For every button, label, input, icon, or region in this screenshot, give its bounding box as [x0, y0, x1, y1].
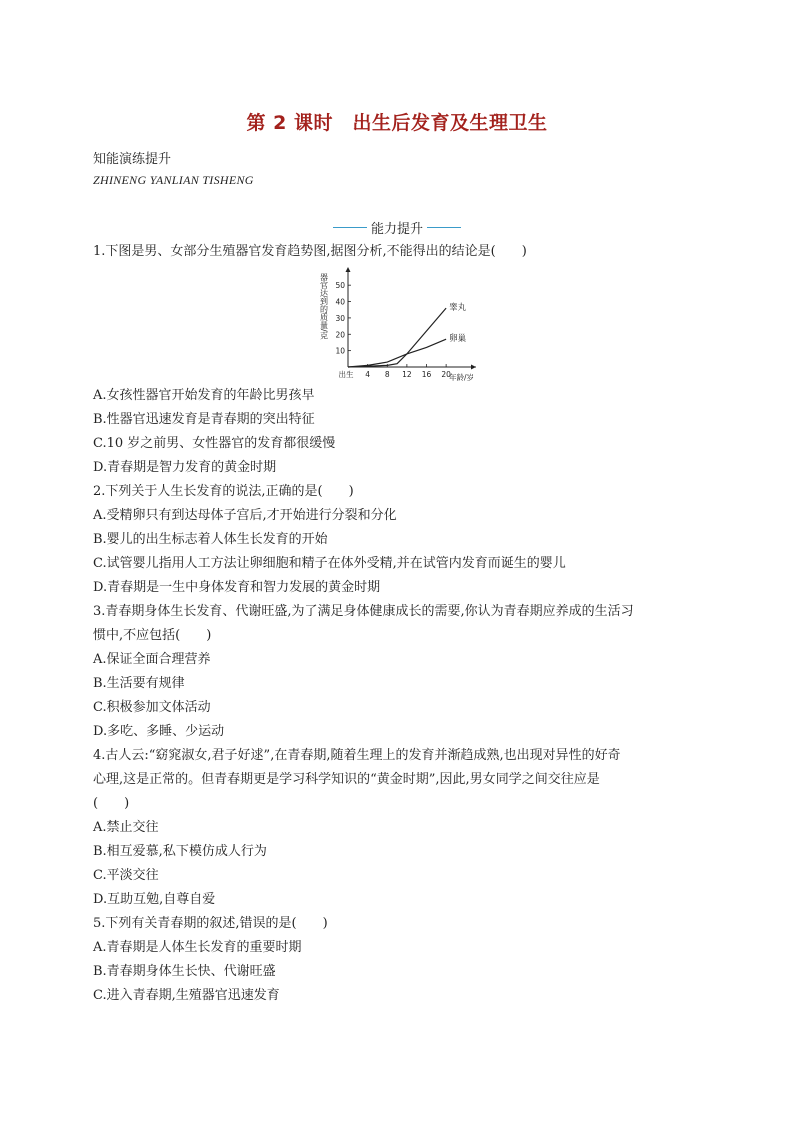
- question-3-option-a: A.保证全面合理营养: [93, 652, 211, 667]
- section-subtitle: 知能演练提升: [93, 152, 172, 167]
- y-tick-label: 50: [335, 281, 345, 291]
- question-4-option-a: A.禁止交往: [93, 820, 159, 835]
- x-tick-label: 出生: [338, 370, 354, 379]
- question-2-option-d: D.青春期是一生中身体发育和智力发展的黄金时期: [93, 580, 381, 595]
- series-label-2: 卵巢: [449, 334, 467, 345]
- question-2-option-a: A.受精卵只有到达母体子宫后,才开始进行分裂和分化: [93, 508, 397, 523]
- question-1-option-a: A.女孩性器官开始发育的年龄比男孩早: [93, 388, 315, 403]
- question-1-stem: 1.下图是男、女部分生殖器官发育趋势图,据图分析,不能得出的结论是( ): [93, 244, 527, 259]
- y-axis-label: 器官达到的质量/克: [319, 273, 329, 340]
- question-3-stem: 3.青春期身体生长发育、代谢旺盛,为了满足身体健康成长的需要,你认为青春期应养成的生活习: [93, 604, 634, 619]
- question-3-option-d: D.多吃、多睡、少运动: [93, 724, 225, 739]
- question-4-stem-cont: 心理,这是正常的。但青春期更是学习科学知识的“黄金时期”,因此,男女同学之间交往应是: [93, 772, 600, 787]
- question-5-option-a: A.青春期是人体生长发育的重要时期: [93, 940, 302, 955]
- section-heading: [333, 218, 461, 236]
- page-title: 第 2 课时 出生后发育及生理卫生: [246, 112, 548, 134]
- question-4-option-d: D.互助互勉,自尊自爱: [93, 892, 216, 907]
- question-5-stem: 5.下列有关青春期的叙述,错误的是( ): [93, 916, 328, 931]
- heading-rule-right: [427, 227, 461, 228]
- question-1-option-b: B.性器官迅速发育是青春期的突出特征: [93, 412, 315, 427]
- question-5-option-b: B.青春期身体生长快、代谢旺盛: [93, 964, 276, 979]
- question-4-stem: 4.古人云:“窈窕淑女,君子好逑”,在青春期,随着生理上的发育并渐趋成熟,也出现对异性的好奇: [93, 748, 621, 763]
- question-2-option-b: B.婴儿的出生标志着人体生长发育的开始: [93, 532, 328, 547]
- question-4-option-b: B.相互爱慕,私下模仿成人行为: [93, 844, 267, 859]
- y-tick-label: 10: [335, 346, 345, 356]
- y-tick-label: 20: [335, 330, 345, 340]
- x-tick-label: 20: [441, 370, 451, 379]
- x-tick-label: 4: [365, 370, 371, 379]
- x-axis-label: 年龄/岁: [448, 373, 474, 382]
- section-heading-label: 能力提升: [371, 221, 424, 237]
- y-axis-arrow: [346, 267, 351, 272]
- series-label-1: 睾丸: [449, 303, 467, 314]
- question-1-option-c: C.10 岁之前男、女性器官的发育都很缓慢: [93, 436, 336, 451]
- heading-rule-left: [333, 227, 367, 228]
- question-2-option-c: C.试管婴儿指用人工方法让卵细胞和精子在体外受精,并在试管内发育而诞生的婴儿: [93, 556, 566, 571]
- series-line-2: [348, 339, 446, 367]
- question-2-stem: 2.下列关于人生长发育的说法,正确的是( ): [93, 484, 354, 499]
- x-tick-label: 16: [421, 370, 432, 379]
- y-tick-label: 40: [335, 297, 345, 307]
- y-tick-label: 30: [335, 313, 345, 323]
- x-axis-arrow: [471, 365, 476, 370]
- question-3-option-b: B.生活要有规律: [93, 676, 185, 691]
- x-tick-label: 8: [384, 370, 390, 379]
- question-3-stem-cont: 惯中,不应包括( ): [93, 628, 212, 643]
- question-4-answer-blank: ( ): [93, 796, 130, 811]
- question-3-option-c: C.积极参加文体活动: [93, 700, 211, 715]
- question-5-option-c: C.进入青春期,生殖器官迅速发育: [93, 988, 280, 1003]
- question-4-option-c: C.平淡交往: [93, 868, 159, 883]
- question-1-option-d: D.青春期是智力发育的黄金时期: [93, 460, 277, 475]
- x-tick-label: 12: [402, 370, 412, 379]
- section-subtitle-pinyin: ZHINENG YANLIAN TISHENG: [93, 173, 254, 187]
- organ-development-chart: [310, 265, 490, 383]
